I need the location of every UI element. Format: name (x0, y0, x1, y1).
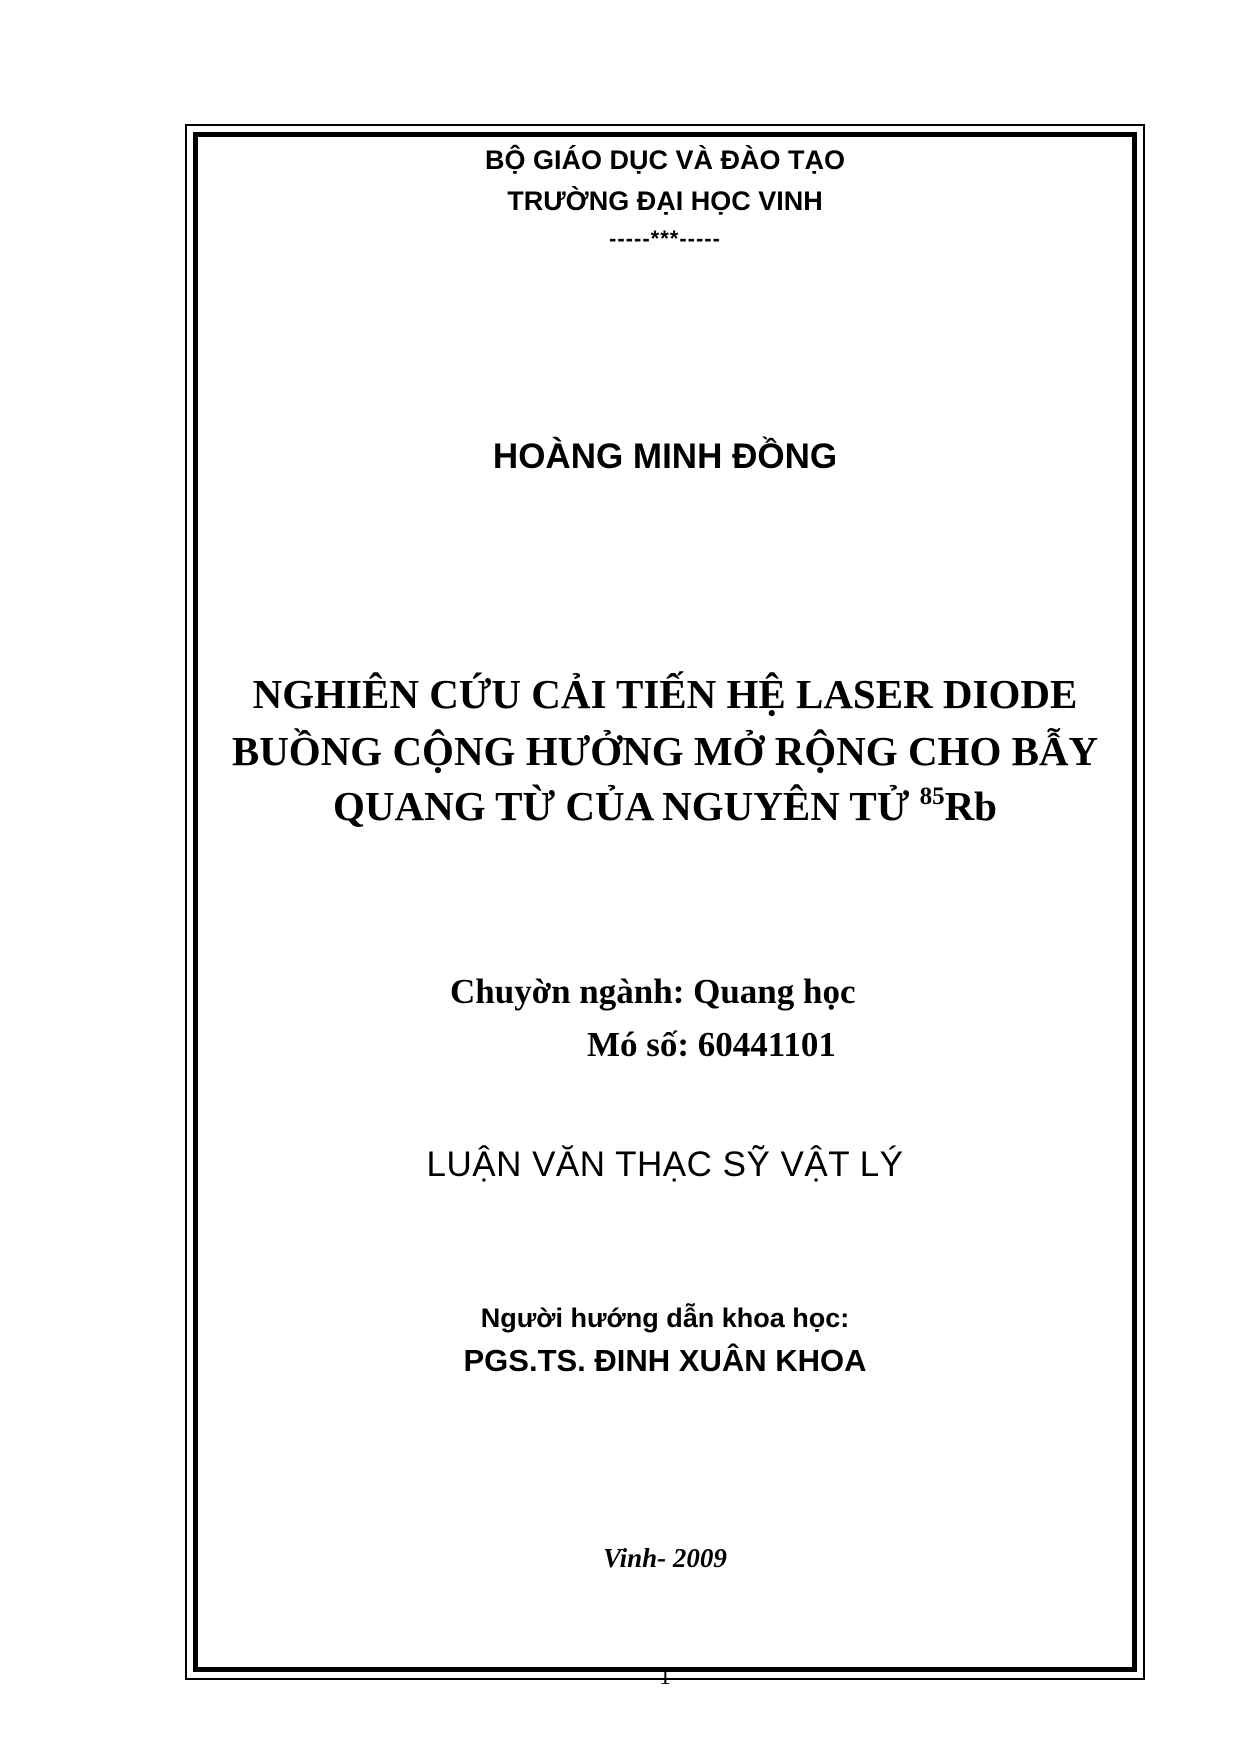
university-name: TRƯỜNG ĐẠI HỌC VINH (507, 186, 823, 216)
thesis-title-line-2: BUỒNG CỘNG HƯỞNG MỞ RỘNG CHO BẪY (231, 728, 1099, 774)
major-field: Chuyờn ngành: Quang học (450, 972, 856, 1011)
thesis-title-line-1: NGHIÊN CỨU CẢI TIẾN HỆ LASER DIODE (252, 671, 1078, 717)
degree-type: LUẬN VĂN THẠC SỸ VẬT LÝ (426, 1145, 904, 1184)
page-number: 1 (659, 1664, 671, 1690)
ministry-name: BỘ GIÁO DỤC VÀ ĐÀO TẠO (484, 145, 845, 175)
page-border-inner (193, 132, 1137, 1672)
author-name: HOÀNG MINH ĐỒNG (492, 437, 838, 476)
header-divider: -----***----- (609, 226, 721, 251)
major-code: Mó số: 60441101 (587, 1025, 836, 1064)
advisor-label: Người hướng dẫn khoa học: (480, 1303, 850, 1333)
thesis-title-line-3-text: QUANG TỪ CỦA NGUYÊN TỬ (333, 783, 920, 829)
advisor-name: PGS.TS. ĐINH XUÂN KHOA (463, 1343, 867, 1378)
element-symbol: Rb (944, 783, 997, 829)
isotope-mass-number: 85 (919, 783, 945, 810)
place-and-year: Vinh- 2009 (603, 1543, 727, 1573)
thesis-title-line-3 (193, 782, 1137, 830)
